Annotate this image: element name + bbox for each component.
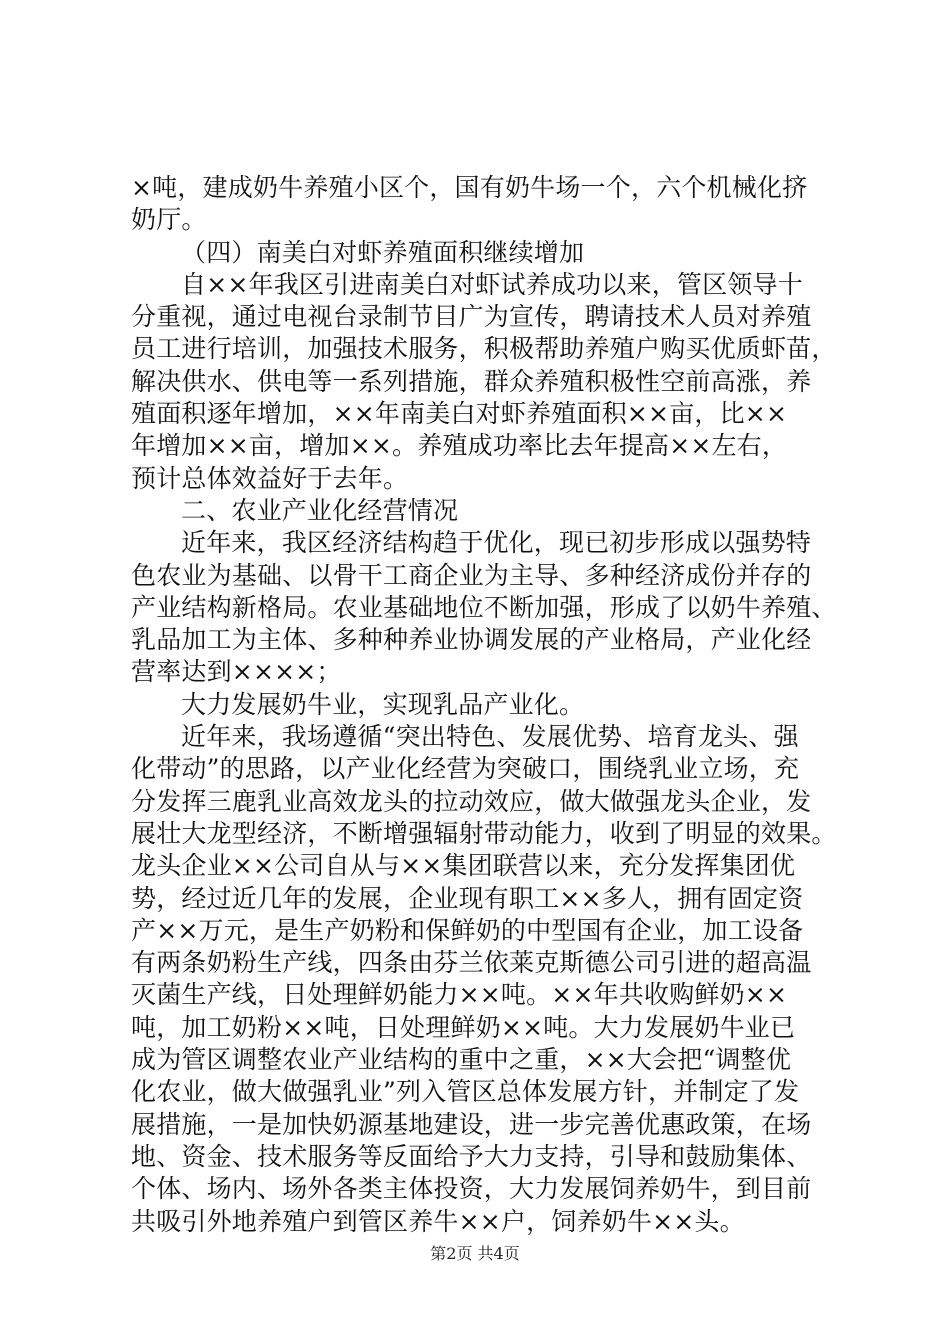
text-line-14: 产业结构新格局。农业基础地位不断加强，形成了以奶牛养殖、 (131, 592, 837, 622)
text-line-23: 势，经过近几年的发展，企业现有职工××多人，拥有固定资 (131, 883, 804, 913)
section-heading-4: （四）南美白对虾养殖面积继续增加 (181, 237, 585, 267)
page-footer: 第2页 共4页 (430, 1244, 520, 1263)
text-line-33: 共吸引外地养殖户到管区养牛××户，饲养奶牛××头。 (131, 1206, 745, 1236)
text-line-7: 解决供水、供电等一系列措施，群众养殖积极性空前高涨，养 (131, 366, 812, 396)
text-line-8: 殖面积逐年增加，××年南美白对虾养殖面积××亩，比×× (131, 399, 788, 429)
text-line-5: 分重视，通过电视台录制节目广为宣传，聘请技术人员对养殖 (131, 302, 812, 332)
text-line-28: 成为管区调整农业产业结构的重中之重，××大会把“调整优 (131, 1045, 792, 1075)
text-line-24: 产××万元，是生产奶粉和保鲜奶的中型国有企业，加工设备 (131, 915, 804, 945)
text-line-6: 员工进行培训，加强技术服务，积极帮助养殖户购买优质虾苗， (131, 334, 837, 364)
subheading-dairy: 大力发展奶牛业，实现乳品产业化。 (181, 689, 585, 719)
text-line-4: 自××年我区引进南美白对虾试养成功以来，管区领导十 (181, 269, 803, 299)
document-body (131, 172, 837, 1238)
text-line-31: 地、资金、技术服务等反面给予大力支持，引导和鼓励集体、 (131, 1141, 812, 1171)
text-line-30: 展措施，一是加快奶源基地建设，进一步完善优惠政策，在场 (131, 1109, 812, 1139)
text-line-21: 展壮大龙型经济，不断增强辐射带动能力，收到了明显的效果。 (131, 818, 837, 848)
text-line-9: 年增加××亩，增加××。养殖成功率比去年提高××左右， (131, 431, 788, 461)
section-heading-2: 二、农业产业化经营情况 (181, 495, 459, 525)
text-line-16: 营率达到××××； (131, 657, 342, 687)
text-line-18: 近年来，我场遵循“突出特色、发展优势、培育龙头、强 (181, 722, 799, 752)
text-line-13: 色农业为基础、以骨干工商企业为主导、多种经济成份并存的 (131, 560, 812, 590)
text-line-27: 吨，加工奶粉××吨，日处理鲜奶××吨。大力发展奶牛业已 (131, 1012, 796, 1042)
text-line-2: 奶厅。 (131, 205, 207, 235)
text-line-32: 个体、场内、场外各类主体投资，大力发展饲养奶牛，到目前 (131, 1174, 812, 1204)
text-line-19: 化带动”的思路，以产业化经营为突破口，围绕乳业立场，充 (131, 754, 800, 784)
text-line-29: 化农业，做大做强乳业”列入管区总体发展方针，并制定了发 (131, 1077, 800, 1107)
text-line-26: 灭菌生产线，日处理鲜奶能力××吨。××年共收购鲜奶×× (131, 980, 788, 1010)
text-line-15: 乳品加工为主体、多种种养业协调发展的产业格局，产业化经 (131, 625, 812, 655)
text-line-22: 龙头企业××公司自从与××集团联营以来，充分发挥集团优 (131, 851, 796, 881)
text-line-25: 有两条奶粉生产线，四条由芬兰依莱克斯德公司引进的超高温 (131, 948, 812, 978)
text-line-20: 分发挥三鹿乳业高效龙头的拉动效应，做大做强龙头企业，发 (131, 786, 812, 816)
text-line-10: 预计总体效益好于去年。 (131, 463, 409, 493)
text-line-12: 近年来，我区经济结构趋于优化，现已初步形成以强势特 (181, 528, 812, 558)
text-line-1: ×吨，建成奶牛养殖小区个，国有奶牛场一个，六个机械化挤 (131, 173, 808, 202)
